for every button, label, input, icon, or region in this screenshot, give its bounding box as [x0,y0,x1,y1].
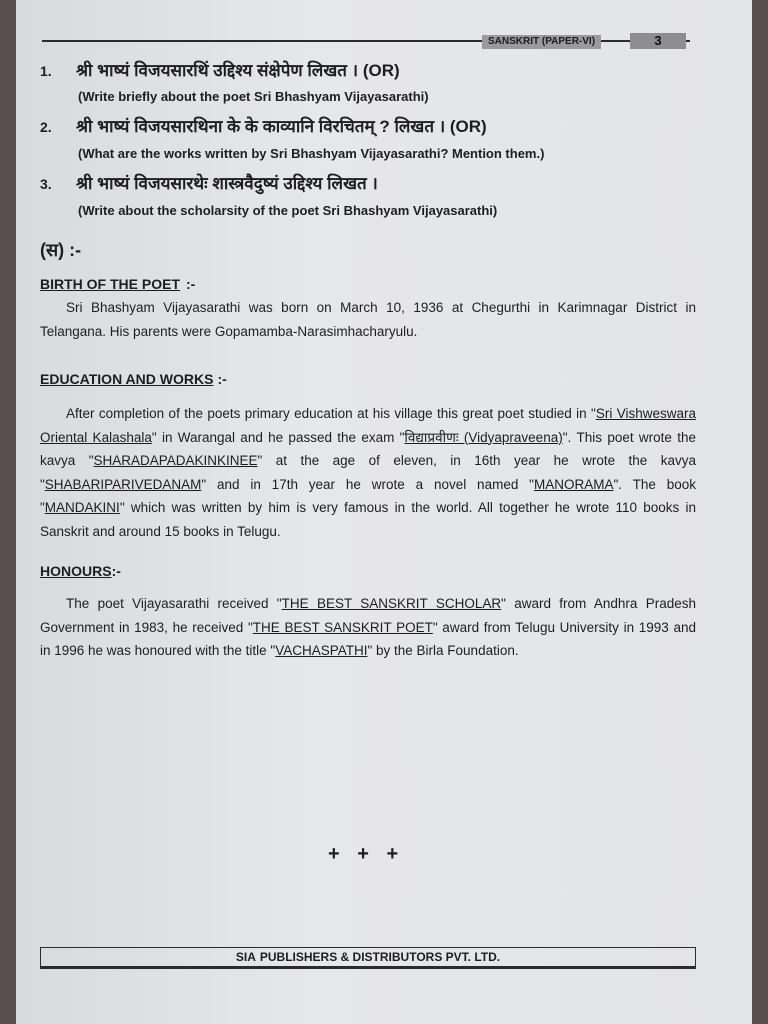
heading-honours [40,563,121,579]
publisher-name: PUBLISHERS & DISTRIBUTORS PVT. LTD. [259,950,501,964]
document-page [16,0,752,1024]
book-title: MANDAKINI [44,500,120,515]
question-1 [40,58,400,81]
heading-birth [40,276,195,292]
honours-paragraph [40,592,696,663]
text-run: " award from Telugu University in 1993 and in 1996 he was honoured with the title " [40,619,696,658]
end-marker: + + + [328,843,405,865]
kavya-title-1: SHARADAPADAKINKINEE [93,453,258,468]
question-number: 1. [40,63,52,79]
exam-name: विद्याप्रवीणः (Vidyapraveena) [404,429,563,445]
question-sanskrit: श्री भाष्यं विजयसारथिं उद्दिश्य संक्षेपेण लिखत । (OR) [76,61,400,80]
text-run: The poet Vijayasarathi received " [66,596,282,611]
heading-education [40,371,227,387]
heading-education-suffix: :- [217,371,227,387]
question-3 [40,171,378,194]
question-sanskrit: श्री भाष्यं विजयसारथिना के के काव्यानि विरचितम् ? लिखत । (OR) [76,117,487,136]
publisher-logo: SIA [235,950,256,964]
text-run: ". The book " [40,476,696,515]
text-run: " at the age of eleven, in 16th year he wrote the kavya " [40,453,697,492]
question-number: 3. [40,176,52,192]
text-run: " by the Birla Foundation. [367,643,519,658]
question-sanskrit: श्री भाष्यं विजयसारथेः शास्त्रवैदुष्यं उद्दिश्य लिखत । [76,174,378,193]
heading-birth-text: BIRTH OF THE POET [40,276,180,292]
heading-education-text: EDUCATION AND WORKS [40,371,214,387]
page-number: 3 [630,33,686,49]
award-2: THE BEST SANSKRIT POET [252,619,433,635]
college-name: Sri Vishweswara Oriental Kalashala [40,406,696,445]
heading-honours-text: HONOURS [40,563,112,579]
header-subject-tag: SANSKRIT (PAPER-VI) [482,35,601,49]
question-number: 2. [40,119,52,135]
text-run: " in Warangal and he passed the exam " [151,429,405,445]
kavya-title-2: SHABARIPARIVEDANAM [44,476,202,492]
heading-birth-suffix: :- [186,276,196,292]
question-2 [40,114,487,137]
text-run: After completion of the poets primary education at his village this great poet studied in " [66,406,596,421]
question-3-english: (Write about the scholarsity of the poet Sri Bhashyam Vijayasarathi) [78,203,498,218]
answer-marker: (स) :- [40,240,82,260]
publisher-footer [40,947,696,969]
title-honour: VACHASPATHI [275,643,368,658]
question-2-english: (What are the works written by Sri Bhashyam Vijayasarathi? Mention them.) [78,146,545,161]
novel-title: MANORAMA [533,476,614,492]
text-run: " which was written by him is very famous in the world. All together he wrote 110 books in Sanskrit and around 15 books in Telugu. [40,500,696,539]
award-1: THE BEST SANSKRIT SCHOLAR [281,596,502,611]
heading-honours-suffix: :- [111,563,121,579]
birth-paragraph: Sri Bhashyam Vijayasarathi was born on March 10, 1936 at Chegurthi in Karimnagar District in Telangana. His parents were Gopamamba-Narasimhacharyulu. [40,300,696,339]
text-run: ". This poet wrote the kavya " [40,429,696,468]
text-run: " award from Andhra Pradesh Government in 1983, he received " [40,596,696,635]
education-paragraph [40,402,696,543]
question-1-english: (Write briefly about the poet Sri Bhashyam Vijayasarathi) [78,89,429,104]
text-run: " and in 17th year he wrote a novel named " [201,476,534,492]
